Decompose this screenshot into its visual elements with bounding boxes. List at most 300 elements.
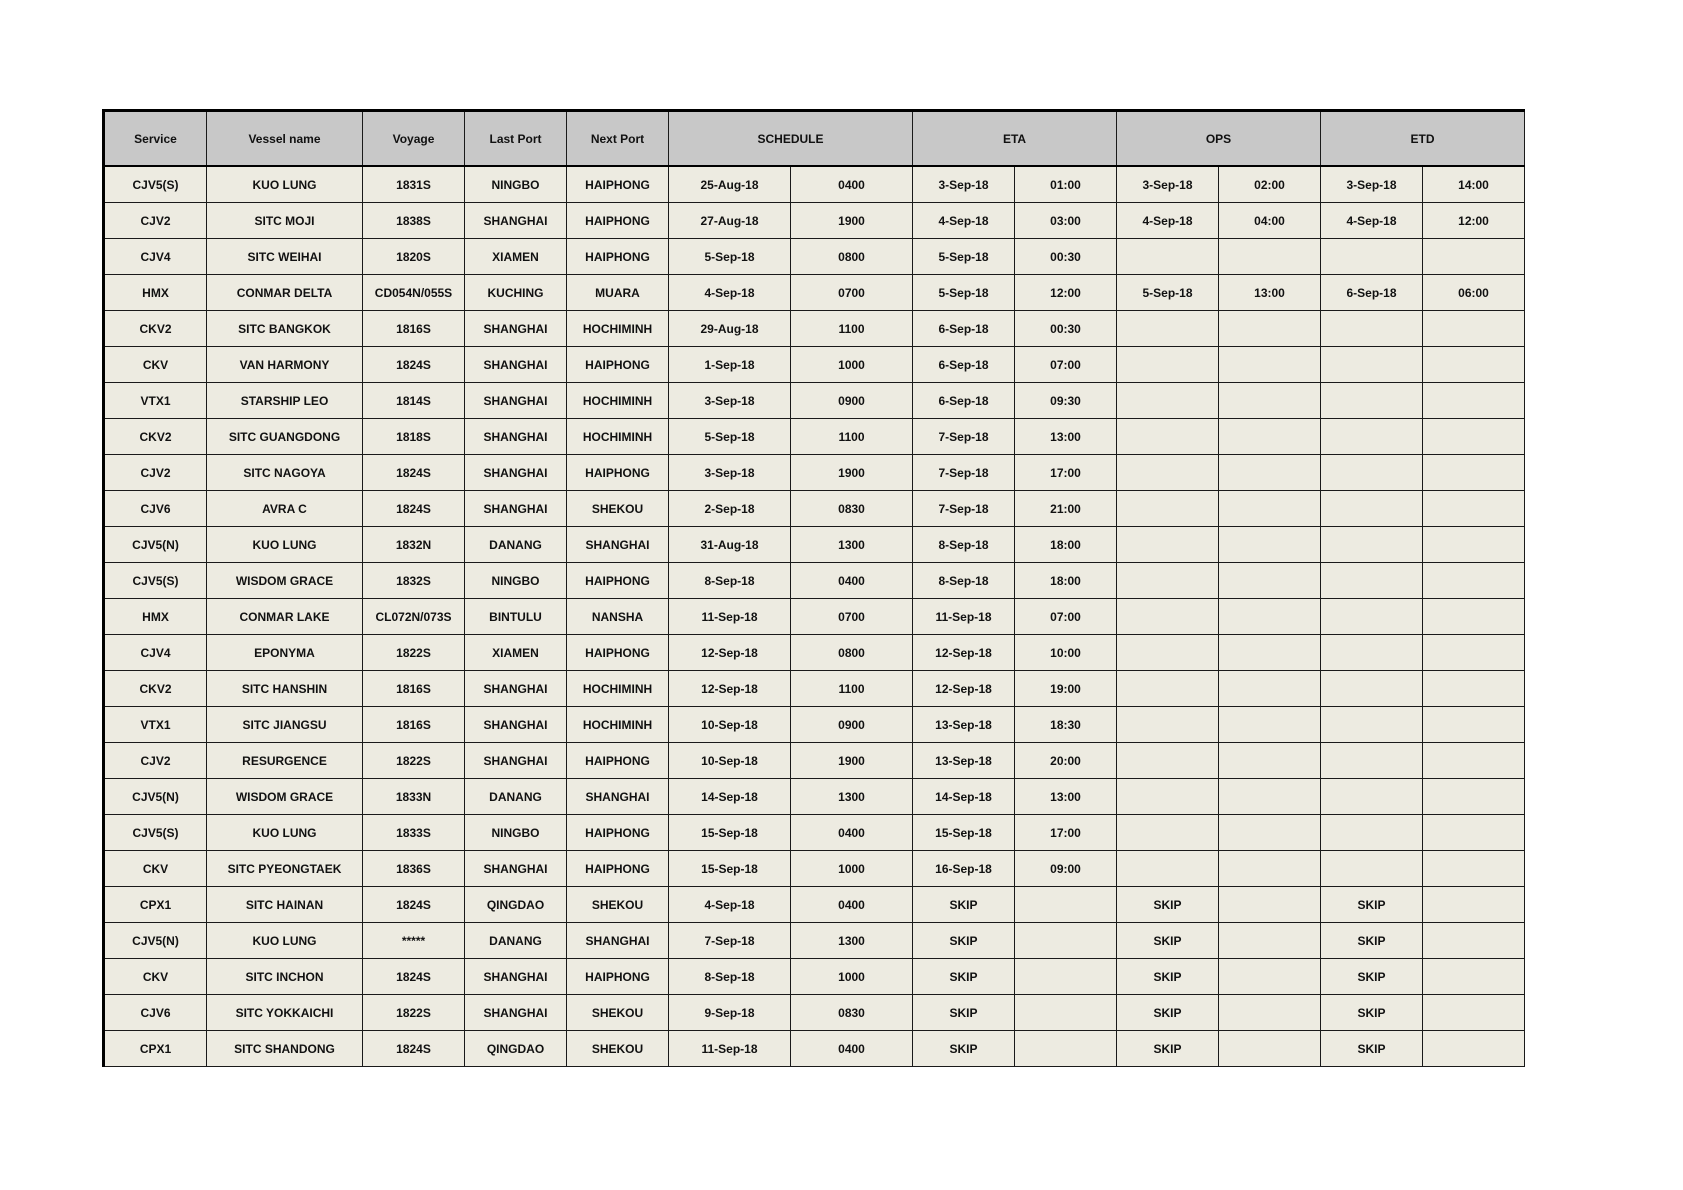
ops-date-cell [1117,527,1219,563]
ops-time-cell [1219,779,1321,815]
vessel-name-cell: CONMAR DELTA [207,275,363,311]
service-cell: CJV4 [104,239,207,275]
etd-time-cell: 14:00 [1423,166,1525,203]
schedule-date-cell: 15-Sep-18 [669,815,791,851]
last-port-cell: SHANGHAI [465,707,567,743]
schedule-time-cell: 0830 [791,491,913,527]
eta-date-cell: 5-Sep-18 [913,275,1015,311]
vessel-name-cell: CONMAR LAKE [207,599,363,635]
schedule-date-cell: 10-Sep-18 [669,707,791,743]
etd-date-cell [1321,311,1423,347]
ops-time-cell [1219,563,1321,599]
table-row [104,203,1525,239]
ops-date-cell [1117,455,1219,491]
etd-date-cell [1321,347,1423,383]
eta-date-cell: 11-Sep-18 [913,599,1015,635]
schedule-time-cell: 0400 [791,563,913,599]
next-port-cell: NANSHA [567,599,669,635]
eta-time-cell: 18:00 [1015,563,1117,599]
schedule-time-cell: 0830 [791,995,913,1031]
etd-time-cell [1423,635,1525,671]
ops-time-cell [1219,815,1321,851]
schedule-time-cell: 0400 [791,166,913,203]
ops-time-cell [1219,635,1321,671]
vessel-name-cell: SITC NAGOYA [207,455,363,491]
vessel-name-cell: SITC HAINAN [207,887,363,923]
eta-time-cell: 09:30 [1015,383,1117,419]
vessel-name-cell: SITC BANGKOK [207,311,363,347]
table-row [104,455,1525,491]
vessel-name-cell: KUO LUNG [207,166,363,203]
etd-time-cell [1423,671,1525,707]
etd-time-cell [1423,887,1525,923]
eta-date-cell: 6-Sep-18 [913,347,1015,383]
etd-time-cell [1423,455,1525,491]
ops-date-cell: 4-Sep-18 [1117,203,1219,239]
service-cell: CJV4 [104,635,207,671]
ops-time-cell [1219,347,1321,383]
ops-date-cell [1117,491,1219,527]
last-port-cell: NINGBO [465,563,567,599]
eta-time-cell: 20:00 [1015,743,1117,779]
eta-time-cell [1015,1031,1117,1067]
eta-date-cell: 7-Sep-18 [913,455,1015,491]
ops-date-cell [1117,383,1219,419]
vessel-name-cell: SITC MOJI [207,203,363,239]
vessel-name-cell: SITC INCHON [207,959,363,995]
ops-date-cell [1117,347,1219,383]
etd-date-cell [1321,671,1423,707]
eta-date-cell: 7-Sep-18 [913,419,1015,455]
etd-date-cell [1321,635,1423,671]
vessel-name-cell: KUO LUNG [207,923,363,959]
last-port-cell: XIAMEN [465,635,567,671]
ops-date-cell [1117,671,1219,707]
ops-date-cell: SKIP [1117,959,1219,995]
voyage-cell: 1820S [363,239,465,275]
schedule-time-cell: 0400 [791,815,913,851]
schedule-time-cell: 1300 [791,923,913,959]
service-cell: CJV6 [104,995,207,1031]
last-port-cell: SHANGHAI [465,743,567,779]
last-port-cell: SHANGHAI [465,995,567,1031]
vessel-name-cell: SITC YOKKAICHI [207,995,363,1031]
table-row [104,311,1525,347]
schedule-date-cell: 4-Sep-18 [669,275,791,311]
eta-date-cell: SKIP [913,1031,1015,1067]
eta-time-cell: 18:30 [1015,707,1117,743]
eta-date-cell: 5-Sep-18 [913,239,1015,275]
etd-date-cell: 3-Sep-18 [1321,166,1423,203]
voyage-cell: 1833N [363,779,465,815]
vessel-name-cell: SITC SHANDONG [207,1031,363,1067]
etd-date-cell: SKIP [1321,887,1423,923]
schedule-date-cell: 8-Sep-18 [669,563,791,599]
eta-time-cell [1015,995,1117,1031]
ops-time-cell [1219,743,1321,779]
service-cell: CPX1 [104,1031,207,1067]
next-port-cell: HOCHIMINH [567,671,669,707]
service-cell: CJV2 [104,455,207,491]
etd-date-cell [1321,599,1423,635]
voyage-cell: 1836S [363,851,465,887]
last-port-cell: SHANGHAI [465,959,567,995]
next-port-cell: SHEKOU [567,491,669,527]
next-port-cell: HAIPHONG [567,203,669,239]
schedule-time-cell: 1300 [791,779,913,815]
eta-date-cell: 15-Sep-18 [913,815,1015,851]
last-port-cell: NINGBO [465,815,567,851]
last-port-cell: DANANG [465,527,567,563]
vessel-name-cell: SITC PYEONGTAEK [207,851,363,887]
next-port-cell: SHANGHAI [567,527,669,563]
ops-time-cell: 13:00 [1219,275,1321,311]
ops-time-cell [1219,959,1321,995]
eta-time-cell: 00:30 [1015,239,1117,275]
service-cell: CJV5(S) [104,563,207,599]
ops-time-cell [1219,419,1321,455]
ops-date-cell [1117,599,1219,635]
eta-time-cell: 01:00 [1015,166,1117,203]
etd-date-cell: SKIP [1321,959,1423,995]
voyage-cell: 1832S [363,563,465,599]
schedule-time-cell: 1900 [791,203,913,239]
service-cell: CJV5(N) [104,527,207,563]
etd-time-cell [1423,743,1525,779]
next-port-cell: HAIPHONG [567,166,669,203]
eta-time-cell: 07:00 [1015,347,1117,383]
last-port-cell: SHANGHAI [465,851,567,887]
next-port-cell: HAIPHONG [567,239,669,275]
last-port-cell: NINGBO [465,166,567,203]
header-ops: OPS [1117,111,1321,167]
next-port-cell: SHANGHAI [567,779,669,815]
ops-time-cell [1219,239,1321,275]
schedule-time-cell: 1100 [791,419,913,455]
voyage-cell: ***** [363,923,465,959]
next-port-cell: HAIPHONG [567,959,669,995]
voyage-cell: 1824S [363,491,465,527]
last-port-cell: SHANGHAI [465,311,567,347]
eta-date-cell: SKIP [913,923,1015,959]
next-port-cell: HOCHIMINH [567,383,669,419]
last-port-cell: BINTULU [465,599,567,635]
next-port-cell: HAIPHONG [567,563,669,599]
eta-time-cell: 12:00 [1015,275,1117,311]
service-cell: CJV2 [104,203,207,239]
etd-date-cell [1321,563,1423,599]
next-port-cell: SHEKOU [567,995,669,1031]
etd-time-cell [1423,707,1525,743]
schedule-date-cell: 11-Sep-18 [669,1031,791,1067]
etd-date-cell [1321,491,1423,527]
ops-date-cell: SKIP [1117,995,1219,1031]
table-row [104,923,1525,959]
service-cell: CKV [104,851,207,887]
service-cell: CKV [104,347,207,383]
ops-time-cell [1219,491,1321,527]
eta-date-cell: 6-Sep-18 [913,383,1015,419]
eta-time-cell [1015,887,1117,923]
vessel-name-cell: SITC GUANGDONG [207,419,363,455]
service-cell: CJV5(S) [104,815,207,851]
table-row [104,419,1525,455]
eta-time-cell: 17:00 [1015,815,1117,851]
ops-date-cell [1117,743,1219,779]
service-cell: HMX [104,599,207,635]
next-port-cell: HOCHIMINH [567,419,669,455]
ops-time-cell [1219,923,1321,959]
header-schedule: SCHEDULE [669,111,913,167]
eta-time-cell: 21:00 [1015,491,1117,527]
etd-time-cell: 06:00 [1423,275,1525,311]
ops-time-cell [1219,527,1321,563]
service-cell: CJV6 [104,491,207,527]
header-next-port: Next Port [567,111,669,167]
etd-time-cell [1423,779,1525,815]
eta-time-cell [1015,923,1117,959]
voyage-cell: 1833S [363,815,465,851]
voyage-cell: CL072N/073S [363,599,465,635]
table-row [104,851,1525,887]
table-row [104,166,1525,203]
ops-time-cell [1219,311,1321,347]
etd-date-cell [1321,527,1423,563]
schedule-date-cell: 15-Sep-18 [669,851,791,887]
table-row [104,671,1525,707]
service-cell: CPX1 [104,887,207,923]
next-port-cell: HOCHIMINH [567,707,669,743]
voyage-cell: 1831S [363,166,465,203]
eta-date-cell: 4-Sep-18 [913,203,1015,239]
service-cell: CKV [104,959,207,995]
header-eta: ETA [913,111,1117,167]
header-etd: ETD [1321,111,1525,167]
service-cell: VTX1 [104,707,207,743]
table-row [104,275,1525,311]
ops-date-cell [1117,707,1219,743]
ops-time-cell: 02:00 [1219,166,1321,203]
schedule-date-cell: 8-Sep-18 [669,959,791,995]
etd-time-cell [1423,527,1525,563]
ops-time-cell [1219,995,1321,1031]
table-row [104,563,1525,599]
voyage-cell: 1814S [363,383,465,419]
table-row [104,239,1525,275]
etd-date-cell [1321,779,1423,815]
eta-time-cell: 07:00 [1015,599,1117,635]
voyage-cell: 1816S [363,311,465,347]
next-port-cell: HOCHIMINH [567,311,669,347]
etd-time-cell [1423,491,1525,527]
schedule-time-cell: 1100 [791,311,913,347]
ops-date-cell [1117,635,1219,671]
eta-date-cell: SKIP [913,995,1015,1031]
next-port-cell: SHEKOU [567,887,669,923]
eta-time-cell: 00:30 [1015,311,1117,347]
voyage-cell: 1824S [363,455,465,491]
eta-date-cell: 6-Sep-18 [913,311,1015,347]
etd-time-cell [1423,851,1525,887]
table-row [104,635,1525,671]
schedule-time-cell: 1000 [791,959,913,995]
table-row [104,743,1525,779]
etd-time-cell: 12:00 [1423,203,1525,239]
schedule-date-cell: 4-Sep-18 [669,887,791,923]
ops-date-cell [1117,779,1219,815]
vessel-name-cell: AVRA C [207,491,363,527]
last-port-cell: KUCHING [465,275,567,311]
schedule-time-cell: 1900 [791,455,913,491]
service-cell: CJV5(S) [104,166,207,203]
schedule-time-cell: 0700 [791,275,913,311]
schedule-date-cell: 1-Sep-18 [669,347,791,383]
schedule-time-cell: 1000 [791,851,913,887]
table-row [104,1031,1525,1067]
last-port-cell: XIAMEN [465,239,567,275]
ops-date-cell: 3-Sep-18 [1117,166,1219,203]
eta-date-cell: 7-Sep-18 [913,491,1015,527]
ops-time-cell [1219,383,1321,419]
eta-time-cell: 17:00 [1015,455,1117,491]
schedule-time-cell: 1300 [791,527,913,563]
last-port-cell: SHANGHAI [465,455,567,491]
eta-time-cell: 10:00 [1015,635,1117,671]
service-cell: CJV2 [104,743,207,779]
table-row [104,491,1525,527]
next-port-cell: HAIPHONG [567,815,669,851]
voyage-cell: 1818S [363,419,465,455]
table-row [104,887,1525,923]
voyage-cell: 1822S [363,995,465,1031]
schedule-time-cell: 0400 [791,887,913,923]
etd-time-cell [1423,563,1525,599]
eta-date-cell: 3-Sep-18 [913,166,1015,203]
vessel-name-cell: EPONYMA [207,635,363,671]
last-port-cell: QINGDAO [465,887,567,923]
voyage-cell: 1824S [363,959,465,995]
etd-time-cell [1423,419,1525,455]
next-port-cell: HAIPHONG [567,851,669,887]
next-port-cell: HAIPHONG [567,743,669,779]
table-row [104,527,1525,563]
vessel-name-cell: SITC WEIHAI [207,239,363,275]
service-cell: VTX1 [104,383,207,419]
etd-date-cell [1321,707,1423,743]
etd-time-cell [1423,959,1525,995]
next-port-cell: HAIPHONG [567,347,669,383]
ops-date-cell [1117,815,1219,851]
schedule-date-cell: 14-Sep-18 [669,779,791,815]
eta-date-cell: 16-Sep-18 [913,851,1015,887]
table-row [104,995,1525,1031]
ops-time-cell [1219,671,1321,707]
etd-time-cell [1423,239,1525,275]
last-port-cell: SHANGHAI [465,347,567,383]
eta-time-cell: 13:00 [1015,779,1117,815]
vessel-name-cell: VAN HARMONY [207,347,363,383]
etd-time-cell [1423,995,1525,1031]
schedule-date-cell: 25-Aug-18 [669,166,791,203]
schedule-date-cell: 31-Aug-18 [669,527,791,563]
vessel-name-cell: WISDOM GRACE [207,563,363,599]
schedule-date-cell: 2-Sep-18 [669,491,791,527]
ops-time-cell [1219,851,1321,887]
schedule-date-cell: 9-Sep-18 [669,995,791,1031]
etd-date-cell [1321,851,1423,887]
ops-time-cell [1219,455,1321,491]
schedule-date-cell: 11-Sep-18 [669,599,791,635]
schedule-time-cell: 0400 [791,1031,913,1067]
etd-date-cell [1321,815,1423,851]
table-row [104,707,1525,743]
vessel-name-cell: SITC JIANGSU [207,707,363,743]
etd-date-cell [1321,383,1423,419]
ops-date-cell: SKIP [1117,923,1219,959]
etd-time-cell [1423,347,1525,383]
ops-date-cell [1117,311,1219,347]
etd-date-cell: SKIP [1321,1031,1423,1067]
voyage-cell: 1822S [363,635,465,671]
eta-time-cell: 13:00 [1015,419,1117,455]
voyage-cell: 1824S [363,887,465,923]
eta-date-cell: 13-Sep-18 [913,707,1015,743]
schedule-date-cell: 10-Sep-18 [669,743,791,779]
ops-time-cell [1219,599,1321,635]
schedule-date-cell: 3-Sep-18 [669,383,791,419]
voyage-cell: 1816S [363,671,465,707]
schedule-time-cell: 0800 [791,239,913,275]
table-row [104,383,1525,419]
voyage-cell: 1838S [363,203,465,239]
etd-date-cell: SKIP [1321,995,1423,1031]
ops-date-cell: SKIP [1117,1031,1219,1067]
header-vessel-name: Vessel name [207,111,363,167]
schedule-date-cell: 5-Sep-18 [669,419,791,455]
ops-date-cell [1117,563,1219,599]
schedule-date-cell: 7-Sep-18 [669,923,791,959]
schedule-date-cell: 5-Sep-18 [669,239,791,275]
voyage-cell: 1822S [363,743,465,779]
schedule-date-cell: 29-Aug-18 [669,311,791,347]
voyage-cell: 1816S [363,707,465,743]
table-row [104,347,1525,383]
schedule-time-cell: 1000 [791,347,913,383]
ops-time-cell: 04:00 [1219,203,1321,239]
table-row [104,959,1525,995]
voyage-cell: 1824S [363,347,465,383]
schedule-time-cell: 0900 [791,383,913,419]
eta-date-cell: 13-Sep-18 [913,743,1015,779]
table-body [104,166,1525,1067]
etd-date-cell: SKIP [1321,923,1423,959]
schedule-time-cell: 0700 [791,599,913,635]
etd-date-cell [1321,419,1423,455]
vessel-name-cell: SITC HANSHIN [207,671,363,707]
schedule-date-cell: 12-Sep-18 [669,671,791,707]
vessel-name-cell: KUO LUNG [207,815,363,851]
next-port-cell: MUARA [567,275,669,311]
etd-time-cell [1423,599,1525,635]
eta-date-cell: SKIP [913,959,1015,995]
ops-time-cell [1219,887,1321,923]
schedule-time-cell: 1900 [791,743,913,779]
table-row [104,599,1525,635]
last-port-cell: DANANG [465,923,567,959]
header-service: Service [104,111,207,167]
eta-date-cell: 12-Sep-18 [913,635,1015,671]
etd-date-cell [1321,743,1423,779]
